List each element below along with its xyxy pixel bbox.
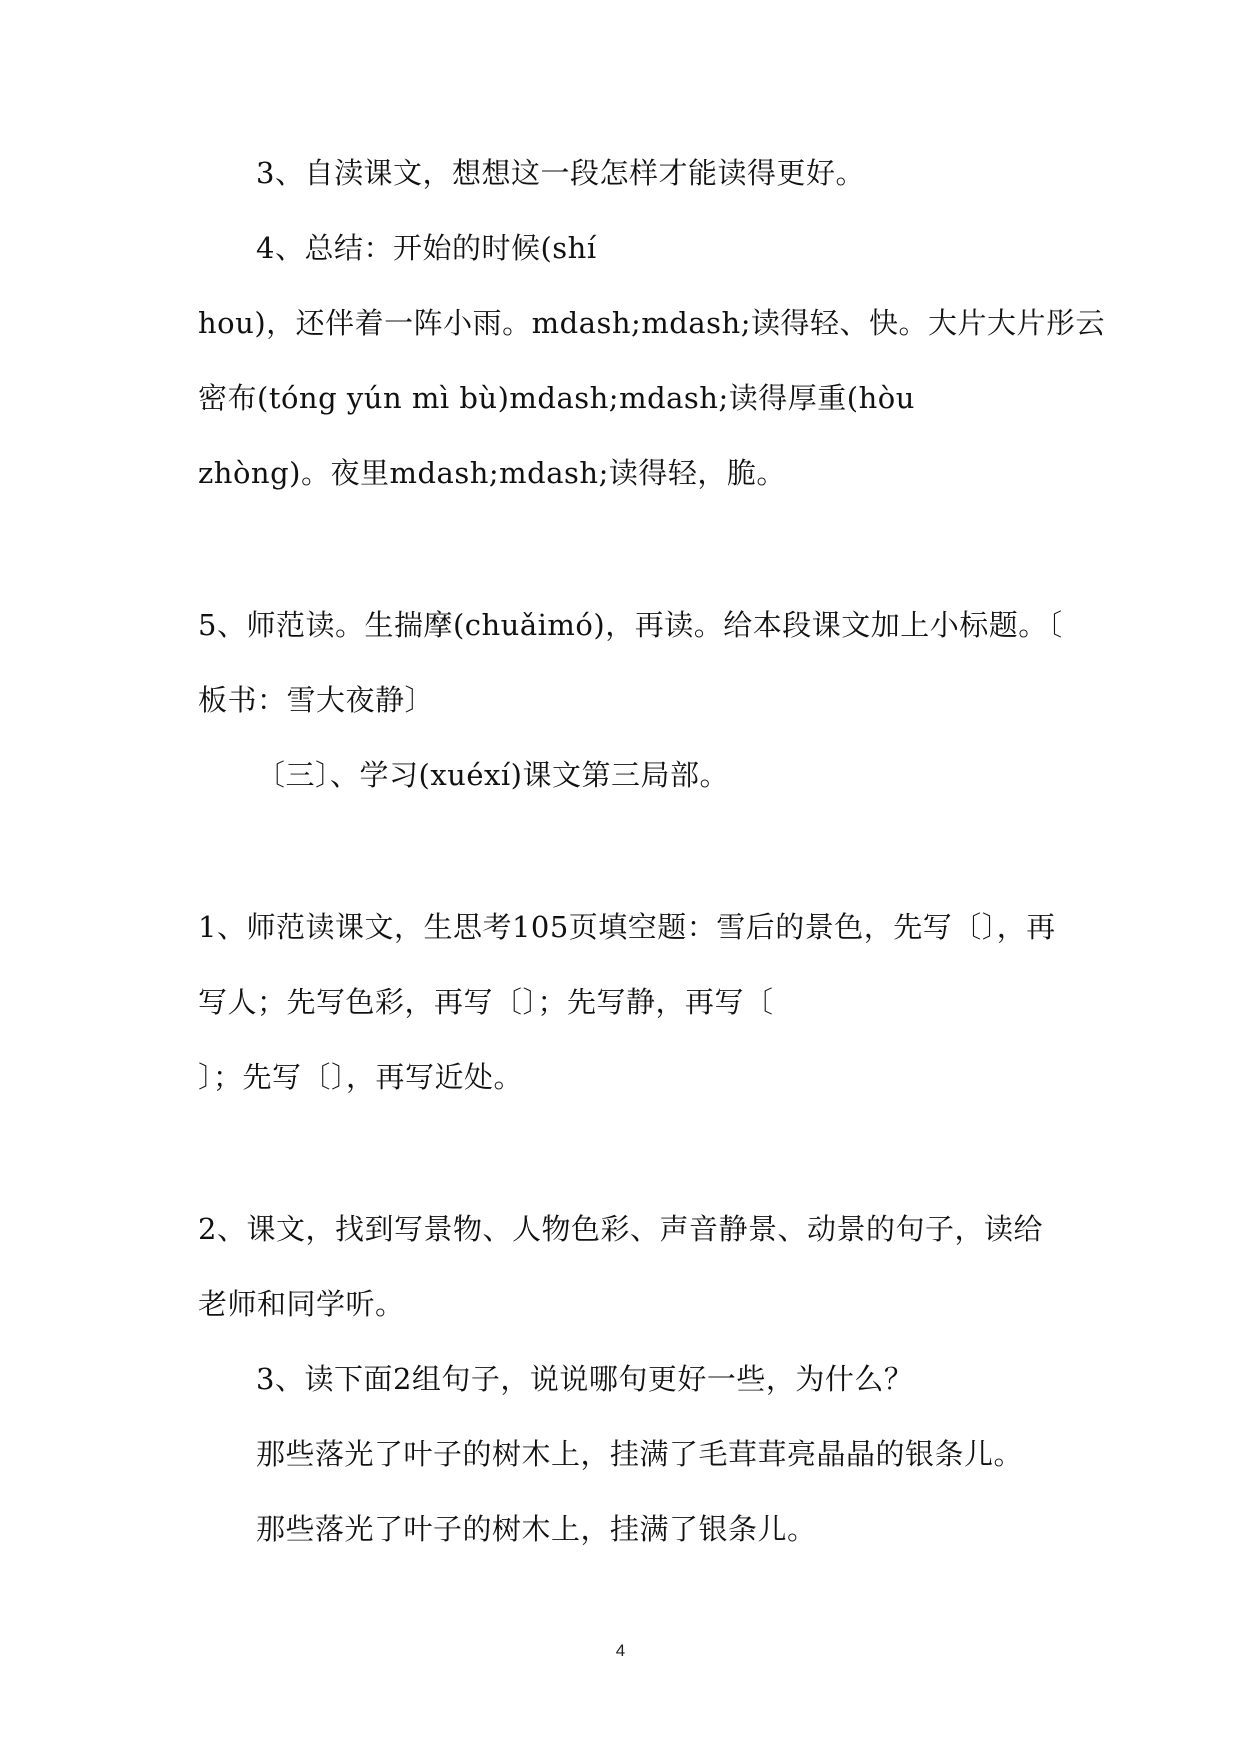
example-sentence: 那些落光了叶子的树木上，挂满了毛茸茸亮晶晶的银条儿。 xyxy=(256,1437,1024,1471)
text-line: 3、自渎课文，想想这一段怎样才能读得更好。 xyxy=(256,156,865,190)
text-line: zhòng)。夜里mdash;mdash;读得轻，脆。 xyxy=(198,456,786,490)
text-line: 5、师范读。生揣摩(chuǎimó)，再读。给本段课文加上小标题。〔 xyxy=(198,608,1063,642)
page-number: 4 xyxy=(615,1641,626,1660)
text-line: 老师和同学听。 xyxy=(198,1287,405,1321)
section-heading: 〔三〕、学习(xuéxí)课文第三局部。 xyxy=(256,758,729,792)
text-line: 1、师范读课文，生思考105页填空题：雪后的景色，先写〔〕，再 xyxy=(198,910,1056,944)
example-sentence: 那些落光了叶子的树木上，挂满了银条儿。 xyxy=(256,1512,817,1546)
text-line: 2、课文，找到写景物、人物色彩、声音静景、动景的句子，读给 xyxy=(198,1212,1043,1246)
text-line: 板书：雪大夜静〕 xyxy=(198,683,435,717)
text-line: 写人；先写色彩，再写〔〕；先写静，再写〔 xyxy=(198,985,774,1019)
text-line: 〕；先写〔〕，再写近处。 xyxy=(198,1060,524,1094)
text-line: 3、读下面2组句子，说说哪句更好一些，为什么？ xyxy=(256,1362,914,1396)
text-line: hou)，还伴着一阵小雨。mdash;mdash;读得轻、快。大片大片彤云 xyxy=(198,306,1105,340)
text-line: 4、总结：开始的时候(shí xyxy=(256,231,597,265)
text-line: 密布(tóng yún mì bù)mdash;mdash;读得厚重(hòu xyxy=(198,381,915,415)
